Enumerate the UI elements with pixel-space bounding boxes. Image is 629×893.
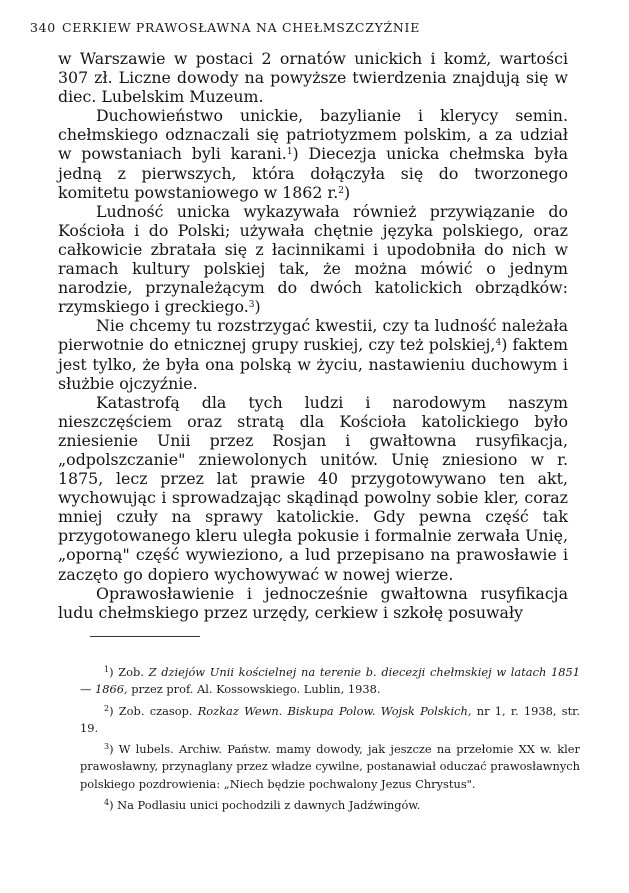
- footnote-2: $^2$) Zob. czasop. Rozkaz Wewn. Biskupa Polow. Wojsk Polskich, nr 1, r. 1938, str. 19.: [80, 703, 580, 735]
- running-header: [30, 20, 600, 35]
- footnote-ref-4: 4: [495, 338, 502, 349]
- running-title: CERKIEW PRAWOSŁAWNA NA CHEŁMSZCZYŹNIE: [62, 20, 421, 35]
- footnote-1: $^1$) Zob. Z dziejów Unii kościelnej na terenie b. diecezji chełmskiej w latach 1851 — 1866, przez prof. Al. Kossowskiego. Lublin, 1938.: [80, 665, 580, 697]
- page-number: 340: [30, 20, 56, 35]
- footnote-3: $^3$) W lubels. Archiw. Państw. mamy dowody, jak jeszcze na przełomie XX w. kler prawosławny, przynaglany przez władze cywilne, postanawiał oduczać prawosławnych polskiego pozdrowienia: „Niech będzie pochwalony Jezus Chrystus".: [80, 742, 580, 791]
- footnote-ref-2: 2: [338, 185, 344, 196]
- paragraph-2: Duchowieństwo unickie, bazylianie i klerycy semin. chełmskiego odznaczali się patriotyzmem polskim, a za udział w powstaniach byli karani.$^1$) Diecezja unicka chełmska była jedną z pierwszych, która dołączyła się do tworzonego komitetu powstaniowego w 1862 r.$^2$): [58, 106, 568, 202]
- footnote-4: $^4$) Na Podlasiu unici pochodzili z dawnych Jadźwingów.: [104, 798, 421, 813]
- paragraph-4: Nie chcemy tu rozstrzygać kwestii, czy ta ludność należała pierwotnie do etnicznej grupy ruskiej, czy też polskiej,$^4$) faktem jest tylko, że była ona polską w życiu, nastawieniu duchowym i służbie ojczyźnie.: [58, 316, 568, 393]
- paragraph-5: Katastrofą dla tych ludzi i narodowym naszym nieszczęściem oraz stratą dla Kościoła katolickiego było zniesienie Unii przez Rosjan i gwałtowna rusyfikacja, „odpolszczanie" zniewolonych unitów. Unię zniesiono w r. 1875, lecz przez lat prawie 40 przygotowywano ten akt, wychowując i sprowadzając skądinąd powolny sobie kler, coraz mniej czuły na sprawy katolickie. Gdy pewna część tak przygotowanego kleru uległa pokusie i formalnie zerwała Unię, „oporną" część wywieziono, a lud przepisano na prawosławie i zaczęto go dopiero wychowywać w nowej wierze.: [58, 392, 568, 584]
- paragraph-1: w Warszawie w postaci 2 ornatów unickich i komż, wartości 307 zł. Liczne dowody na powyższe twierdzenia znajdują się w diec. Lubelskim Muzeum.: [58, 49, 568, 107]
- paragraph-3: Ludność unicka wykazywała również przywiązanie do Kościoła i do Polski; używała chętnie języka polskiego, oraz całkowicie zbratała się z łacinnikami i upodobniła do nich w ramach kultury polskiej tak, że można mówić o jednym narodzie, przynależącym do dwóch katolickich obrządków: rzymskiego i greckiego.$^3$): [58, 201, 568, 317]
- paragraph-6: Oprawosławienie i jednocześnie gwałtowna rusyfikacja ludu chełmskiego przez urzędy, cerkiew i szkołę posuwały: [58, 583, 568, 622]
- footnote-1-title: Z dziejów Unii kościelnej na terenie b. diecezji chełmskiej w latach 1851 — 1866,: [80, 665, 580, 697]
- main-text: [58, 49, 568, 622]
- footnote-ref-3: 3: [248, 300, 255, 311]
- footnotes: [80, 664, 580, 814]
- footnote-2-title: Rozkaz Wewn. Biskupa Polow. Wojsk Polskich,: [197, 703, 472, 718]
- footnote-divider: [90, 636, 200, 637]
- footnote-ref-1: 1: [286, 147, 293, 158]
